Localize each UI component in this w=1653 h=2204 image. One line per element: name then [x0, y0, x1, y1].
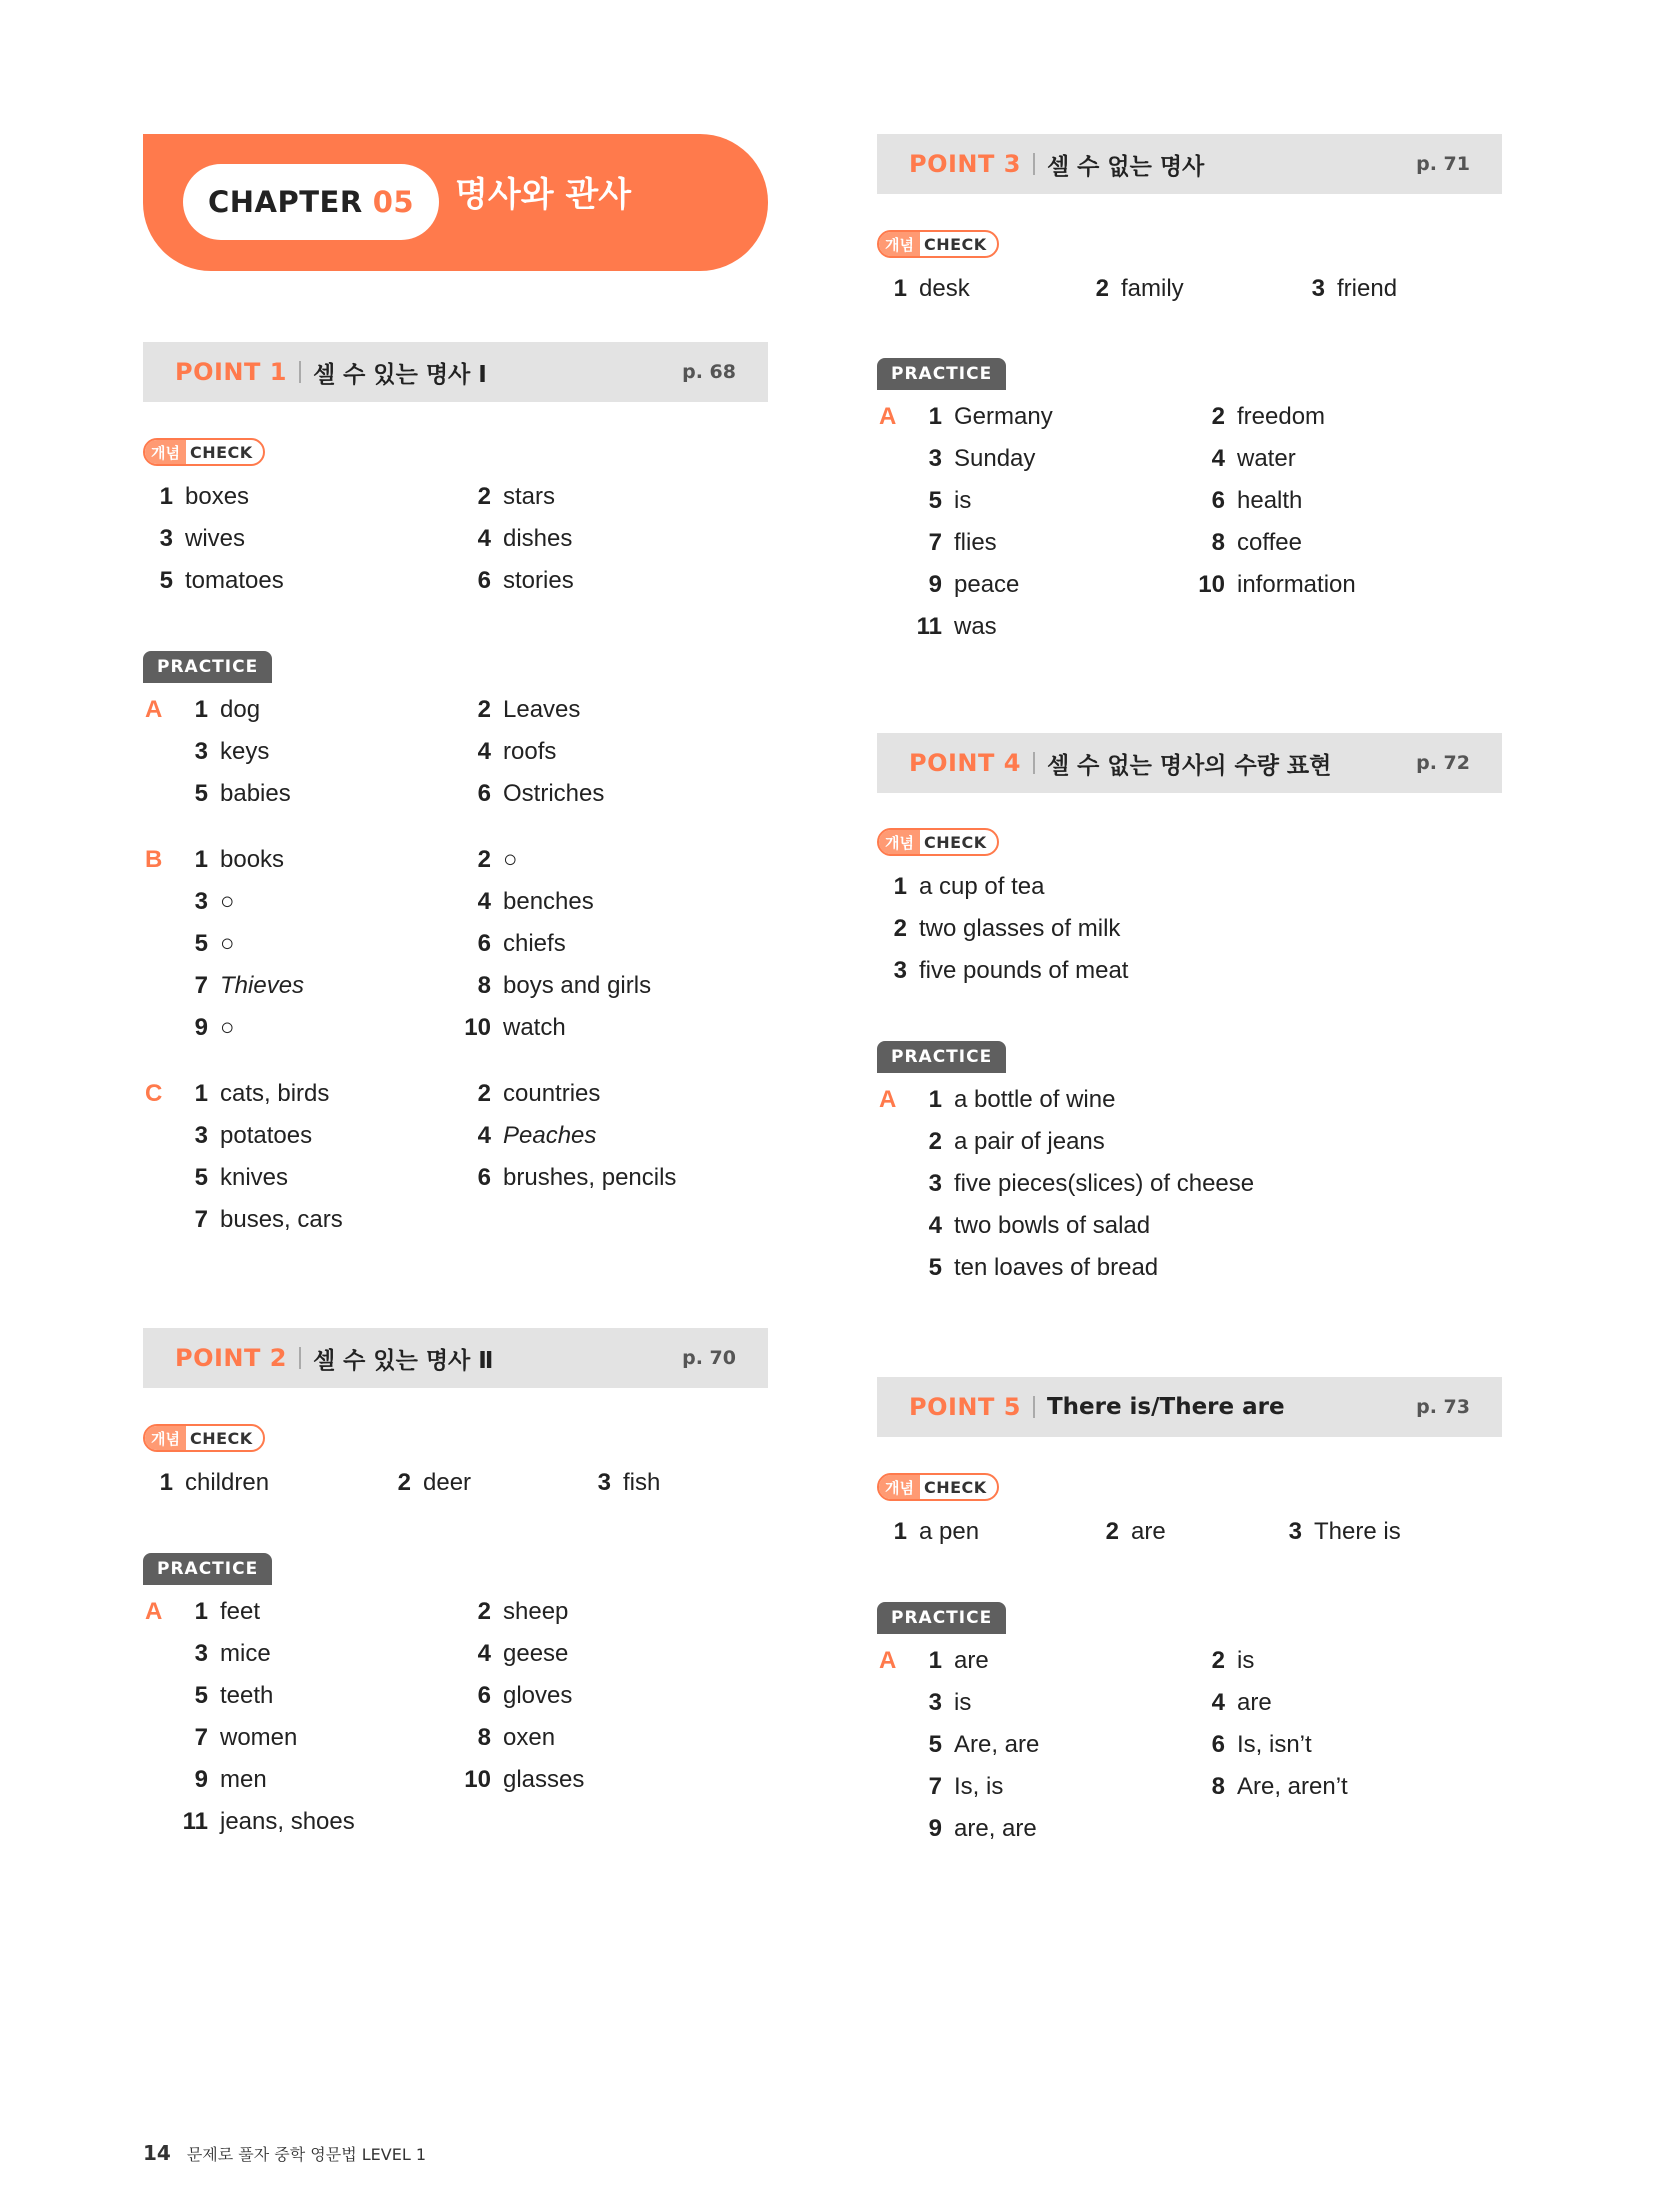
item-text: was	[954, 613, 997, 640]
answer-item	[461, 930, 566, 958]
item-text: mice	[220, 1640, 271, 1667]
page-footer	[143, 2141, 426, 2165]
item-number: 3	[194, 1122, 208, 1149]
item-number: 10	[464, 1014, 491, 1041]
check-badge	[143, 1424, 265, 1452]
answer-item	[1195, 487, 1302, 515]
item-number: 1	[159, 483, 173, 510]
item-text: Is, isn’t	[1237, 1731, 1312, 1758]
item-text: a pen	[919, 1518, 980, 1545]
item-number: 1	[928, 1086, 942, 1113]
item-number: 10	[1198, 571, 1225, 598]
page-reference: p. 73	[1416, 1396, 1470, 1418]
chapter-header	[143, 134, 768, 271]
answer-item	[912, 1212, 1150, 1240]
item-number: 2	[477, 696, 491, 723]
item-number: 6	[1211, 1731, 1225, 1758]
practice-badge: PRACTICE	[877, 1041, 1006, 1073]
item-text: five pieces(slices) of cheese	[954, 1170, 1255, 1197]
answer-item	[1295, 275, 1397, 303]
item-number: 5	[928, 487, 942, 514]
item-text: oxen	[503, 1724, 556, 1751]
item-text: deer	[423, 1469, 472, 1496]
item-text: gloves	[503, 1682, 573, 1709]
check-badge-ko: 개념	[879, 830, 920, 854]
answer-item	[1195, 403, 1325, 431]
item-number: 1	[159, 1469, 173, 1496]
item-number: 2	[397, 1469, 411, 1496]
item-number: 1	[194, 846, 208, 873]
answer-item	[877, 873, 1044, 901]
item-text: Peaches	[503, 1122, 597, 1149]
item-number: 2	[1105, 1518, 1119, 1545]
point-label: POINT 1	[175, 358, 287, 386]
answer-item	[178, 1766, 267, 1794]
item-text: flies	[954, 529, 997, 556]
answer-item	[912, 487, 971, 515]
section-letter-a: A	[879, 1086, 897, 1113]
item-number: 4	[1211, 445, 1225, 472]
answer-item	[178, 972, 304, 1000]
item-text: cats, birds	[220, 1080, 330, 1107]
check-badge-en: CHECK	[923, 832, 987, 852]
item-text: two bowls of salad	[954, 1212, 1151, 1239]
item-text: chiefs	[503, 930, 566, 957]
point-label: POINT 3	[909, 150, 1021, 178]
answer-item	[461, 972, 651, 1000]
check-badge	[877, 1473, 999, 1501]
item-number: 1	[893, 1518, 907, 1545]
section-letter-a: A	[879, 403, 897, 430]
item-number: 9	[194, 1014, 208, 1041]
item-number: 4	[477, 1640, 491, 1667]
practice-badge: PRACTICE	[143, 1553, 272, 1585]
page-reference: p. 70	[682, 1347, 736, 1369]
check-badge	[877, 828, 999, 856]
item-text: Ostriches	[503, 780, 605, 807]
item-number: 4	[477, 1122, 491, 1149]
item-text: roofs	[503, 738, 557, 765]
answer-item	[461, 1014, 566, 1042]
item-text: Is, is	[954, 1773, 1004, 1800]
answer-item	[461, 1122, 596, 1150]
item-number: 7	[194, 1724, 208, 1751]
check-badge-ko: 개념	[145, 1426, 186, 1450]
item-number: 3	[159, 525, 173, 552]
answer-item	[1195, 445, 1296, 473]
item-number: 3	[1288, 1518, 1302, 1545]
item-number: 6	[1211, 487, 1225, 514]
item-number: 1	[928, 403, 942, 430]
answer-item	[912, 1773, 1003, 1801]
check-badge-en: CHECK	[923, 1477, 987, 1497]
book-title: 문제로 풀자 중학 영문법 LEVEL 1	[186, 2145, 427, 2164]
item-text: is	[1237, 1647, 1255, 1674]
item-number: 3	[597, 1469, 611, 1496]
item-text: boxes	[185, 483, 250, 510]
item-number: 4	[477, 888, 491, 915]
item-number: 4	[1211, 1689, 1225, 1716]
item-text: ten loaves of bread	[954, 1254, 1159, 1281]
chapter-title: 명사와 관사	[455, 175, 632, 215]
item-text: a bottle of wine	[954, 1086, 1116, 1113]
check-badge	[877, 230, 999, 258]
check-badge-en: CHECK	[189, 442, 253, 462]
item-text: ○	[503, 846, 518, 873]
answer-item	[877, 957, 1128, 985]
answer-item	[461, 1164, 676, 1192]
answer-item	[1195, 1731, 1312, 1759]
item-text: is	[954, 1689, 972, 1716]
item-text: brushes, pencils	[503, 1164, 677, 1191]
check-badge-en: CHECK	[189, 1428, 253, 1448]
practice-badge: PRACTICE	[877, 1602, 1006, 1634]
item-text: two glasses of milk	[919, 915, 1121, 942]
item-text: coffee	[1237, 529, 1302, 556]
item-number: 5	[194, 1682, 208, 1709]
item-number: 9	[928, 1815, 942, 1842]
item-number: 5	[928, 1731, 942, 1758]
item-text: dishes	[503, 525, 573, 552]
item-text: geese	[503, 1640, 569, 1667]
item-number: 1	[893, 873, 907, 900]
answer-item	[581, 1469, 660, 1497]
item-text: Are, aren’t	[1237, 1773, 1348, 1800]
answer-item	[461, 1640, 568, 1668]
item-number: 6	[477, 780, 491, 807]
divider	[1033, 752, 1035, 774]
answer-item	[461, 1766, 584, 1794]
item-text: a cup of tea	[919, 873, 1045, 900]
item-number: 8	[1211, 529, 1225, 556]
item-text: water	[1237, 445, 1296, 472]
divider	[299, 1347, 301, 1369]
answer-item	[877, 1518, 979, 1546]
answer-item	[877, 915, 1120, 943]
item-number: 2	[1211, 403, 1225, 430]
answer-item	[461, 483, 555, 511]
practice-badge: PRACTICE	[143, 651, 272, 683]
point-label: POINT 4	[909, 749, 1021, 777]
answer-item	[178, 888, 235, 916]
item-text: are	[1237, 1689, 1272, 1716]
answer-item	[178, 1164, 288, 1192]
chapter-pill	[183, 164, 439, 240]
divider	[299, 361, 301, 383]
answer-item	[461, 567, 574, 595]
item-text: desk	[919, 275, 970, 302]
answer-item	[178, 1122, 312, 1150]
item-text: potatoes	[220, 1122, 313, 1149]
item-number: 2	[477, 846, 491, 873]
divider	[1033, 1396, 1035, 1418]
item-number: 2	[1211, 1647, 1225, 1674]
point-title: 셀 수 있는 명사 Ⅱ	[312, 1347, 494, 1374]
item-text: teeth	[220, 1682, 274, 1709]
item-text: Germany	[954, 403, 1053, 430]
item-number: 6	[477, 567, 491, 594]
item-number: 5	[194, 780, 208, 807]
item-text: are	[954, 1647, 989, 1674]
item-number: 6	[477, 1164, 491, 1191]
answer-item	[178, 780, 291, 808]
answer-item	[1195, 571, 1356, 599]
answer-item	[178, 1724, 297, 1752]
answer-item	[143, 525, 245, 553]
point-3-header	[877, 134, 1502, 194]
point-title: 셀 수 있는 명사 Ⅰ	[312, 361, 487, 388]
item-text: men	[220, 1766, 267, 1793]
answer-item	[461, 738, 556, 766]
item-number: 1	[893, 275, 907, 302]
item-text: family	[1121, 275, 1184, 302]
item-number: 7	[928, 529, 942, 556]
item-number: 2	[893, 915, 907, 942]
page-number: 14	[143, 2141, 171, 2165]
item-number: 5	[928, 1254, 942, 1281]
answer-item	[461, 1598, 568, 1626]
item-text: health	[1237, 487, 1303, 514]
section-letter-a: A	[145, 696, 163, 723]
point-title: 셀 수 없는 명사	[1046, 153, 1205, 180]
item-text: buses, cars	[220, 1206, 343, 1233]
item-text: babies	[220, 780, 291, 807]
item-text: children	[185, 1469, 270, 1496]
answer-item	[178, 696, 260, 724]
chapter-number: 05	[372, 185, 415, 219]
point-5-header	[877, 1377, 1502, 1437]
item-text: Leaves	[503, 696, 581, 723]
point-title: 셀 수 없는 명사의 수량 표현	[1046, 752, 1332, 779]
item-number: 4	[477, 738, 491, 765]
item-text: information	[1237, 571, 1356, 598]
answer-item	[912, 403, 1053, 431]
answer-item	[178, 738, 269, 766]
item-number: 3	[893, 957, 907, 984]
item-text: watch	[503, 1014, 566, 1041]
item-text: glasses	[503, 1766, 585, 1793]
item-number: 6	[477, 930, 491, 957]
item-text: ○	[220, 888, 235, 915]
answer-item	[912, 613, 997, 641]
item-text: fish	[623, 1469, 661, 1496]
point-title: There is/There are	[1046, 1394, 1285, 1420]
section-letter-c: C	[145, 1080, 163, 1107]
answer-item	[1195, 1689, 1272, 1717]
item-number: 1	[194, 696, 208, 723]
item-number: 4	[928, 1212, 942, 1239]
item-text: books	[220, 846, 285, 873]
item-number: 9	[194, 1766, 208, 1793]
page-reference: p. 68	[682, 361, 736, 383]
answer-item	[461, 1682, 572, 1710]
answer-item	[143, 483, 249, 511]
page-reference: p. 71	[1416, 153, 1470, 175]
answer-item	[178, 1640, 271, 1668]
item-number: 2	[477, 483, 491, 510]
item-number: 4	[477, 525, 491, 552]
answer-item	[381, 1469, 471, 1497]
item-text: stories	[503, 567, 574, 594]
answer-item	[178, 1682, 273, 1710]
answer-item	[143, 567, 284, 595]
answer-item	[143, 1469, 269, 1497]
item-text: boys and girls	[503, 972, 652, 999]
divider	[1033, 153, 1035, 175]
answer-item	[178, 1808, 355, 1836]
check-badge-ko: 개념	[145, 440, 186, 464]
point-4-header	[877, 733, 1502, 793]
answer-item	[1272, 1518, 1401, 1546]
item-number: 7	[194, 1206, 208, 1233]
item-number: 11	[182, 1808, 208, 1835]
item-text: feet	[220, 1598, 261, 1625]
section-letter-b: B	[145, 846, 163, 873]
answer-item	[461, 525, 572, 553]
answer-item	[461, 888, 594, 916]
answer-item	[877, 275, 970, 303]
item-text: knives	[220, 1164, 289, 1191]
item-text: friend	[1337, 275, 1398, 302]
item-text: peace	[954, 571, 1020, 598]
answer-item	[178, 1080, 329, 1108]
answer-item	[912, 445, 1035, 473]
item-number: 3	[194, 738, 208, 765]
item-number: 2	[477, 1080, 491, 1107]
item-number: 3	[194, 888, 208, 915]
answer-item	[178, 846, 284, 874]
item-number: 3	[928, 445, 942, 472]
item-number: 1	[194, 1598, 208, 1625]
answer-item	[461, 696, 580, 724]
item-number: 6	[477, 1682, 491, 1709]
answer-item	[912, 1647, 989, 1675]
answer-item	[912, 1731, 1039, 1759]
check-badge	[143, 438, 265, 466]
item-number: 2	[928, 1128, 942, 1155]
item-number: 5	[159, 567, 173, 594]
chapter-label: CHAPTER	[208, 185, 363, 219]
item-number: 9	[928, 571, 942, 598]
item-text: sheep	[503, 1598, 569, 1625]
answer-item	[912, 1086, 1115, 1114]
item-number: 3	[194, 1640, 208, 1667]
check-badge-en: CHECK	[923, 234, 987, 254]
answer-item	[912, 1128, 1105, 1156]
item-text: is	[954, 487, 972, 514]
item-number: 8	[1211, 1773, 1225, 1800]
item-text: are, are	[954, 1815, 1037, 1842]
point-label: POINT 5	[909, 1393, 1021, 1421]
item-number: 11	[916, 613, 942, 640]
item-text: Thieves	[220, 972, 305, 999]
item-number: 2	[477, 1598, 491, 1625]
answer-item	[912, 1254, 1158, 1282]
answer-item	[1195, 1773, 1348, 1801]
item-text: countries	[503, 1080, 601, 1107]
item-text: keys	[220, 738, 270, 765]
answer-item	[461, 1080, 600, 1108]
point-2-header	[143, 1328, 768, 1388]
answer-item	[1195, 1647, 1254, 1675]
answer-item	[912, 1815, 1037, 1843]
item-number: 8	[477, 1724, 491, 1751]
answer-item	[1195, 529, 1302, 557]
section-letter-a: A	[145, 1598, 163, 1625]
item-number: 8	[477, 972, 491, 999]
check-badge-ko: 개념	[879, 232, 920, 256]
point-label: POINT 2	[175, 1344, 287, 1372]
answer-item	[178, 930, 235, 958]
item-text: a pair of jeans	[954, 1128, 1105, 1155]
answer-item	[461, 846, 518, 874]
answer-item	[912, 1170, 1254, 1198]
item-number: 10	[464, 1766, 491, 1793]
page-reference: p. 72	[1416, 752, 1470, 774]
item-number: 3	[928, 1170, 942, 1197]
item-number: 7	[194, 972, 208, 999]
item-number: 3	[1311, 275, 1325, 302]
item-text: dog	[220, 696, 261, 723]
answer-item	[1089, 1518, 1166, 1546]
practice-badge: PRACTICE	[877, 358, 1006, 390]
answer-item	[461, 1724, 555, 1752]
check-badge-ko: 개념	[879, 1475, 920, 1499]
item-number: 1	[194, 1080, 208, 1107]
answer-item	[912, 571, 1019, 599]
item-text: ○	[220, 1014, 235, 1041]
answer-item	[1079, 275, 1184, 303]
item-number: 1	[928, 1647, 942, 1674]
item-text: benches	[503, 888, 594, 915]
item-number: 2	[1095, 275, 1109, 302]
answer-item	[461, 780, 604, 808]
item-number: 5	[194, 1164, 208, 1191]
answer-item	[912, 1689, 971, 1717]
item-text: wives	[185, 525, 246, 552]
answer-item	[178, 1014, 235, 1042]
item-text: There is	[1314, 1518, 1401, 1545]
answer-item	[912, 529, 997, 557]
item-number: 7	[928, 1773, 942, 1800]
item-text: women	[220, 1724, 298, 1751]
item-number: 5	[194, 930, 208, 957]
item-text: ○	[220, 930, 235, 957]
item-text: freedom	[1237, 403, 1326, 430]
answer-item	[178, 1598, 260, 1626]
point-1-header	[143, 342, 768, 402]
item-text: tomatoes	[185, 567, 284, 594]
item-text: stars	[503, 483, 556, 510]
item-text: five pounds of meat	[919, 957, 1129, 984]
item-text: jeans, shoes	[220, 1808, 355, 1835]
item-text: Sunday	[954, 445, 1036, 472]
item-number: 3	[928, 1689, 942, 1716]
item-text: Are, are	[954, 1731, 1040, 1758]
section-letter-a: A	[879, 1647, 897, 1674]
item-text: are	[1131, 1518, 1166, 1545]
answer-item	[178, 1206, 343, 1234]
